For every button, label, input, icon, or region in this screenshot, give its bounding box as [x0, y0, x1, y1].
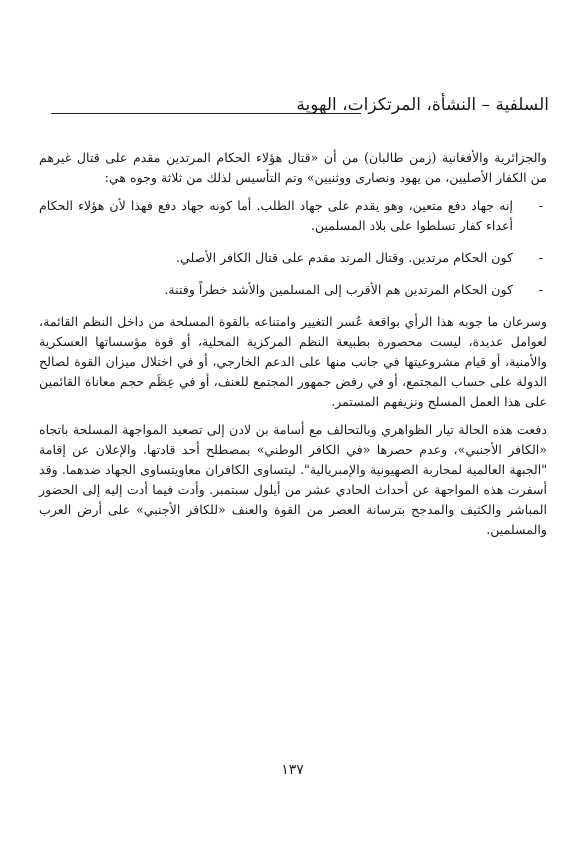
bullet-dash: - [538, 198, 543, 213]
bullet-text: كون الحكام المرتدين هم الأقرب إلى المسلمين والأشد خطراً وفتنة. [164, 282, 513, 297]
bullet-item-2 [39, 248, 547, 268]
bullet-dash: - [538, 282, 543, 297]
header-title: السلفية – النشأة، المرتكزات، الهوية [296, 95, 549, 115]
paragraph-intro: والجزائرية والأفغانية (زمن طالبان) من أن «قتال هؤلاء الحكام المرتدين مقدم على قتال غيرهم من الكفار الأصليين، من يهود ونصارى ووثنيين» وتم التأسيس لذلك من ثلاثة وجوه هي: [39, 150, 547, 185]
bullet-item-3 [39, 280, 547, 300]
page-number: ١٣٧ [281, 762, 304, 778]
bullet-text: كون الحكام مرتدين. وقتال المرتد مقدم على قتال الكافر الأصلي. [176, 250, 513, 265]
bullet-item-1 [39, 196, 547, 236]
running-header [39, 92, 549, 122]
paragraph-response: وسرعان ما جوبه هذا الرأي بواقعة عُسر التغيير وامتناعه بالقوة المسلحة من داخل النظم القائمة، لعوامل عديدة، ليست محصورة بطبيعة النظم المركزية المحلية، أو قوة مؤسساتها العسكرية والأمنية، أو قيام مشروعيتها في جانب منها على الدعم الخارجي، أو في اختلال ميزان القوة لصالح الدولة على حساب المجتمع، أو في رفض جمهور المجتمع للعنف، أو في عِظَم حجم معاناة القائمين على هذا العمل المسلح ونزيفهم المستمر. [39, 314, 547, 409]
header-rule [51, 113, 361, 114]
bullet-text: إنه جهاد دفع متعين، وهو يقدم على جهاد الطلب. أما كونه جهاد دفع فهذا لأن هؤلاء الحكام أعداء كفار تسلطوا على بلاد المسلمين. [39, 198, 513, 233]
paragraph-escalation: دفعت هذه الحالة تيار الظواهري وبالتحالف مع أسامة بن لادن إلى تصعيد المواجهة المسلحة باتجاه «الكافر الأجنبي»، وعدم حصرها «في الكافر الوطني» بمصطلح أحد قادتها. والإعلان عن إقامة "الجبهة العالمية لمحاربة الصهيونية والإمبريالية". ليتساوى الكافران معاويتساوى الجهاد ضدهما. وقد أسفرت هذه المواجهة عن أحداث الحادي عشر من أيلول سبتمبر. وأدت فيما أدت إليه إلى الحضور المباشر والكثيف والمدجج بترسانة العصر من القوة والعنف «للكافر الأجنبي» على أرض العرب والمسلمين. [39, 422, 547, 537]
bullet-dash: - [538, 250, 543, 265]
body-text [39, 148, 547, 540]
